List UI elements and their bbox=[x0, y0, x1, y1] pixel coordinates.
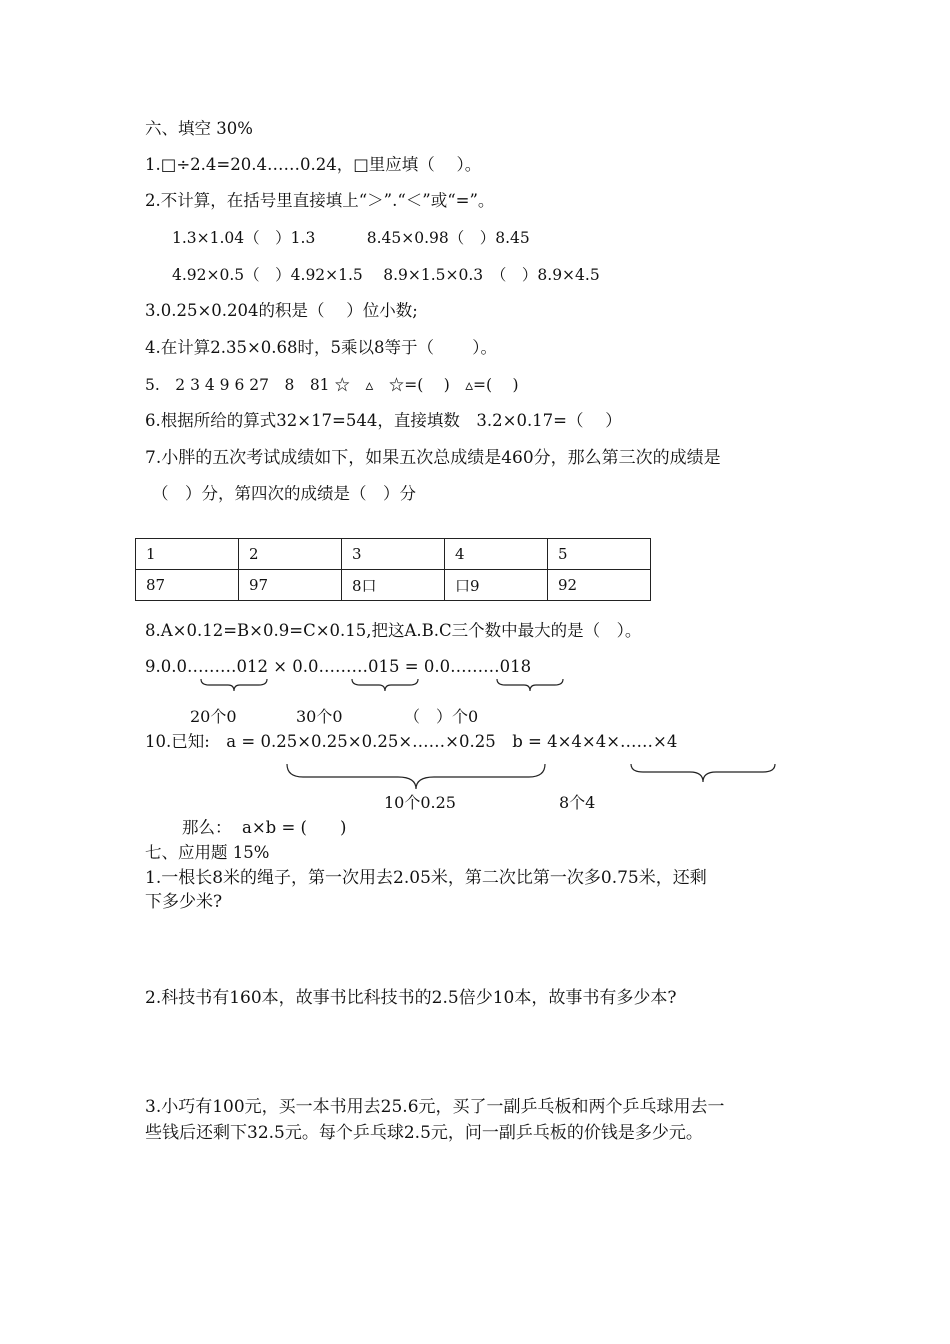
question-2-row-2: 4.92×0.5（ ）4.92×1.5 8.9×1.5×0.3 （ ）8.9×4.5 bbox=[172, 266, 600, 284]
question-9: 9.0.0………012 × 0.0………015 = 0.0………018 bbox=[145, 657, 532, 676]
question-2: 2.不计算，在括号里直接填上“＞”.“＜”或“=”。 bbox=[145, 191, 495, 210]
problem-3-line-2: 些钱后还剩下32.5元。每个乒乓球2.5元，问一副乒乓板的价钱是多少元。 bbox=[145, 1123, 703, 1143]
question-7-line-2: （ ）分，第四次的成绩是（ ）分 bbox=[152, 484, 416, 503]
problem-2: 2.科技书有160本，故事书比科技书的2.5倍少10本，故事书有多少本? bbox=[145, 988, 677, 1008]
question-2-row-1: 1.3×1.04（ ）1.3 8.45×0.98（ ）8.45 bbox=[172, 229, 530, 247]
brace-icon bbox=[497, 679, 563, 691]
problem-1-line-2: 下多少米? bbox=[145, 892, 223, 912]
problem-1-line-1: 1.一根长8米的绳子，第一次用去2.05米，第二次比第一次多0.75米，还剩 bbox=[145, 868, 707, 888]
brace-label: 10个0.25 bbox=[384, 793, 456, 812]
table-cell: 4 bbox=[445, 539, 548, 570]
question-7-line-1: 7.小胖的五次考试成绩如下，如果五次总成绩是460分，那么第三次的成绩是 bbox=[145, 448, 721, 468]
question-6: 6.根据所给的算式32×17=544，直接填数 3.2×0.17=（ ） bbox=[145, 411, 622, 430]
table-cell: 3 bbox=[342, 539, 445, 570]
brace-icon bbox=[631, 764, 775, 782]
brace-label: 8个4 bbox=[559, 793, 596, 812]
brace-icon bbox=[352, 679, 418, 691]
section-7-title: 七、应用题 15% bbox=[145, 843, 270, 862]
problem-3-line-1: 3.小巧有100元，买一本书用去25.6元，买了一副乒乓板和两个乒乓球用去一 bbox=[145, 1097, 725, 1117]
brace-label: 30个0 bbox=[296, 707, 343, 726]
table-cell: 1 bbox=[136, 539, 239, 570]
question-5: 5. 2 3 4 9 6 27 8 81 ☆ ▵ ☆=( ) ▵=( ) bbox=[145, 376, 519, 394]
score-table bbox=[135, 538, 651, 601]
table-cell: 5 bbox=[548, 539, 651, 570]
question-10-result: 那么： a×b = ( ) bbox=[182, 818, 347, 837]
table-cell: 97 bbox=[239, 570, 342, 601]
table-row bbox=[136, 570, 651, 601]
table-cell: 8口 bbox=[342, 570, 445, 601]
brace-icon bbox=[201, 679, 267, 691]
table-cell: 2 bbox=[239, 539, 342, 570]
brace-icon bbox=[287, 764, 545, 789]
brace-label: （ ）个0 bbox=[404, 707, 479, 726]
question-10: 10.已知: a = 0.25×0.25×0.25×……×0.25 b = 4×4×4×……×4 bbox=[145, 732, 678, 751]
question-4: 4.在计算2.35×0.68时，5乘以8等于（ ）。 bbox=[145, 338, 498, 357]
table-cell: 92 bbox=[548, 570, 651, 601]
section-6-title: 六、填空 30% bbox=[145, 119, 253, 138]
brace-label: 20个0 bbox=[190, 707, 237, 726]
table-cell: 87 bbox=[136, 570, 239, 601]
question-3: 3.0.25×0.204的积是（ ）位小数; bbox=[145, 301, 418, 320]
table-row bbox=[136, 539, 651, 570]
table-cell: 口9 bbox=[445, 570, 548, 601]
question-1: 1.□÷2.4=20.4……0.24，□里应填（ ）。 bbox=[145, 155, 482, 174]
question-8: 8.A×0.12=B×0.9=C×0.15,把这A.B.C三个数中最大的是（ ）。 bbox=[145, 621, 642, 640]
